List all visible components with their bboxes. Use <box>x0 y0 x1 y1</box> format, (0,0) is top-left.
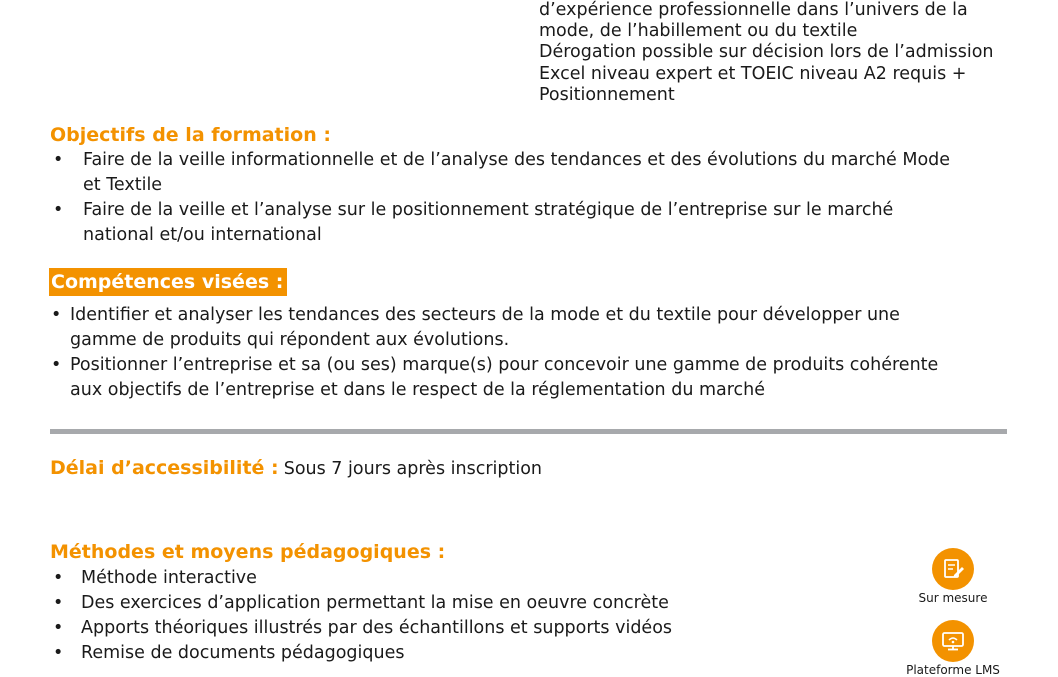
prerequisites-text <box>539 0 1039 106</box>
list-item <box>50 198 1040 248</box>
bullet-icon: • <box>51 355 62 375</box>
list-item <box>50 353 1040 403</box>
bullet-icon: • <box>53 618 64 638</box>
bullet-icon: • <box>53 150 64 170</box>
lms-platform-icon <box>932 620 974 662</box>
skill-line: gamme de produits qui répondent aux évolutions. <box>70 330 510 350</box>
objective-line: national et/ou international <box>83 225 322 245</box>
skills-list <box>50 303 1040 403</box>
prerequisite-line: mode, de l’habillement ou du textile <box>539 21 858 42</box>
prerequisite-line: Excel niveau expert et TOEIC niveau A2 requis + <box>539 63 967 84</box>
list-item <box>50 566 870 591</box>
method-text: Remise de documents pédagogiques <box>81 643 405 663</box>
skill-line: Identifier et analyser les tendances des secteurs de la mode et du textile pour développer une <box>70 305 900 325</box>
section-divider <box>50 429 1007 434</box>
badge-label: Plateforme LMS <box>906 663 1000 677</box>
bullet-icon: • <box>53 568 64 588</box>
access-row <box>50 456 542 480</box>
objective-line: Faire de la veille informationnelle et de l’analyse des tendances et des évolutions du marché Mode <box>83 150 951 170</box>
methods-heading: Méthodes et moyens pédagogiques : <box>50 541 446 563</box>
objectives-heading: Objectifs de la formation : <box>50 124 331 146</box>
method-text: Apports théoriques illustrés par des échantillons et supports vidéos <box>81 618 673 638</box>
list-item <box>50 641 870 666</box>
method-text: Méthode interactive <box>81 568 257 588</box>
objectives-list <box>50 148 1040 248</box>
method-text: Des exercices d’application permettant la mise en oeuvre concrète <box>81 593 669 613</box>
methods-list <box>50 566 870 666</box>
list-item <box>50 303 1040 353</box>
bullet-icon: • <box>53 643 64 663</box>
bullet-icon: • <box>51 305 62 325</box>
badge-label: Sur mesure <box>918 591 988 605</box>
prerequisite-line: Dérogation possible sur décision lors de l’admission <box>539 42 994 63</box>
bullet-icon: • <box>53 200 64 220</box>
bullet-icon: • <box>53 593 64 613</box>
access-label: Délai d’accessibilité : <box>50 457 279 479</box>
list-item <box>50 616 870 641</box>
skills-heading: Compétences visées : <box>49 268 287 296</box>
prerequisite-line: d’expérience professionnelle dans l’univers de la <box>539 0 968 20</box>
access-value: Sous 7 jours après inscription <box>283 459 543 479</box>
list-item <box>50 148 1040 198</box>
skill-line: aux objectifs de l’entreprise et dans le respect de la réglementation du marché <box>70 380 766 400</box>
edit-document-icon <box>932 548 974 590</box>
skill-line: Positionner l’entreprise et sa (ou ses) marque(s) pour concevoir une gamme de produits cohérente <box>70 355 939 375</box>
objective-line: Faire de la veille et l’analyse sur le positionnement stratégique de l’entreprise sur le marché <box>83 200 894 220</box>
prerequisite-line: Positionnement <box>539 84 675 105</box>
objective-line: et Textile <box>83 175 163 195</box>
list-item <box>50 591 870 616</box>
